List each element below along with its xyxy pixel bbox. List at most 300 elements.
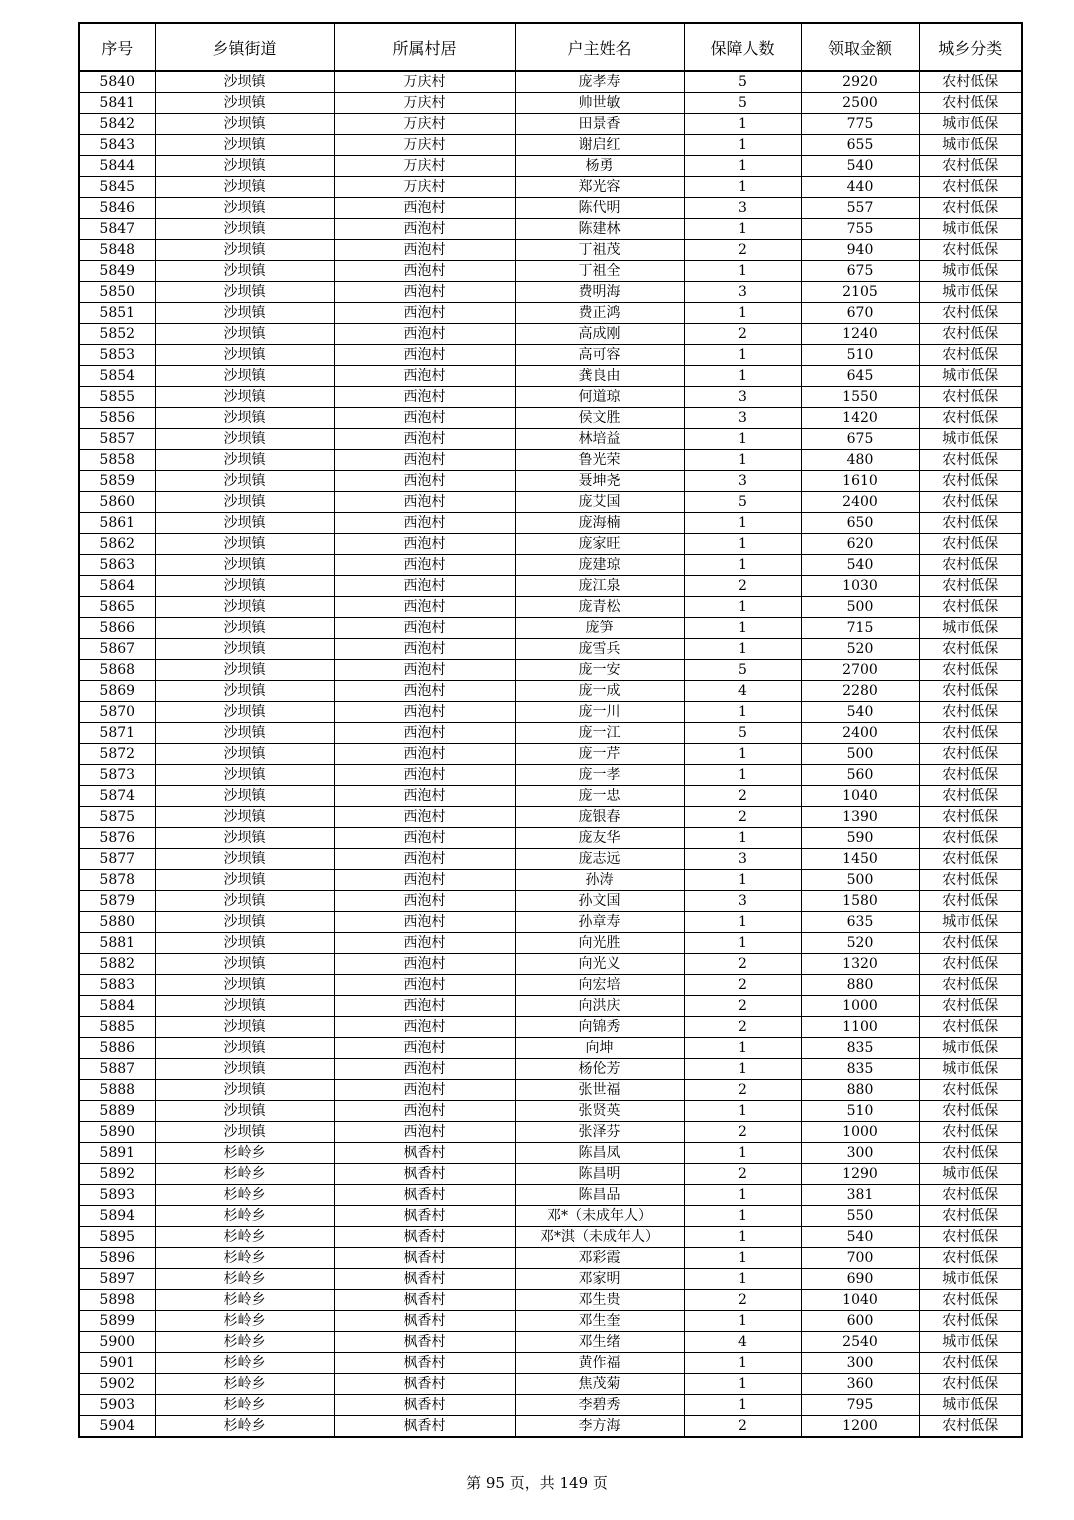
cell-amount: 480 (801, 450, 919, 471)
cell-category: 农村低保 (919, 1416, 1022, 1438)
cell-amount: 690 (801, 1269, 919, 1290)
cell-village: 万庆村 (334, 177, 515, 198)
cell-serial: 5897 (79, 1269, 155, 1290)
cell-village: 西泡村 (334, 996, 515, 1017)
cell-category: 农村低保 (919, 387, 1022, 408)
cell-village: 西泡村 (334, 849, 515, 870)
table-body (79, 71, 1022, 1437)
cell-serial: 5875 (79, 807, 155, 828)
cell-serial: 5880 (79, 912, 155, 933)
table-row (79, 534, 1022, 555)
cell-category: 农村低保 (919, 1353, 1022, 1374)
cell-amount: 1390 (801, 807, 919, 828)
cell-category: 农村低保 (919, 933, 1022, 954)
table-row (79, 597, 1022, 618)
cell-persons: 1 (684, 1269, 801, 1290)
cell-serial: 5898 (79, 1290, 155, 1311)
table-row (79, 618, 1022, 639)
cell-village: 西泡村 (334, 534, 515, 555)
cell-householder: 庞一安 (515, 660, 684, 681)
table-row (79, 71, 1022, 93)
cell-persons: 1 (684, 366, 801, 387)
cell-amount: 500 (801, 597, 919, 618)
header-row (79, 23, 1022, 71)
cell-village: 枫香村 (334, 1143, 515, 1164)
cell-serial: 5858 (79, 450, 155, 471)
cell-serial: 5843 (79, 135, 155, 156)
table-row (79, 429, 1022, 450)
table-row (79, 282, 1022, 303)
cell-persons: 1 (684, 1059, 801, 1080)
cell-category: 农村低保 (919, 660, 1022, 681)
cell-householder: 帅世敏 (515, 93, 684, 114)
cell-amount: 2700 (801, 660, 919, 681)
cell-persons: 1 (684, 1185, 801, 1206)
cell-serial: 5887 (79, 1059, 155, 1080)
cell-persons: 1 (684, 534, 801, 555)
cell-amount: 1040 (801, 786, 919, 807)
cell-category: 农村低保 (919, 744, 1022, 765)
cell-township: 沙坝镇 (155, 114, 334, 135)
cell-serial: 5903 (79, 1395, 155, 1416)
cell-village: 西泡村 (334, 555, 515, 576)
cell-persons: 1 (684, 618, 801, 639)
cell-serial: 5900 (79, 1332, 155, 1353)
cell-serial: 5845 (79, 177, 155, 198)
cell-householder: 焦茂菊 (515, 1374, 684, 1395)
header-householder: 户主姓名 (515, 23, 684, 71)
cell-householder: 孙章寿 (515, 912, 684, 933)
cell-category: 农村低保 (919, 555, 1022, 576)
cell-householder: 庞雪兵 (515, 639, 684, 660)
cell-serial: 5890 (79, 1122, 155, 1143)
cell-householder: 丁祖全 (515, 261, 684, 282)
table-row (79, 807, 1022, 828)
cell-category: 城市低保 (919, 261, 1022, 282)
cell-persons: 2 (684, 807, 801, 828)
cell-category: 城市低保 (919, 219, 1022, 240)
cell-householder: 田景香 (515, 114, 684, 135)
cell-serial: 5856 (79, 408, 155, 429)
cell-village: 西泡村 (334, 471, 515, 492)
cell-householder: 邓*（未成年人） (515, 1206, 684, 1227)
cell-township: 沙坝镇 (155, 198, 334, 219)
cell-serial: 5883 (79, 975, 155, 996)
cell-persons: 3 (684, 198, 801, 219)
cell-township: 沙坝镇 (155, 597, 334, 618)
cell-category: 农村低保 (919, 345, 1022, 366)
cell-township: 沙坝镇 (155, 1038, 334, 1059)
cell-persons: 1 (684, 555, 801, 576)
cell-amount: 510 (801, 1101, 919, 1122)
cell-householder: 向坤 (515, 1038, 684, 1059)
table-row (79, 513, 1022, 534)
cell-serial: 5882 (79, 954, 155, 975)
cell-township: 杉岭乡 (155, 1143, 334, 1164)
cell-persons: 2 (684, 1080, 801, 1101)
cell-householder: 丁祖茂 (515, 240, 684, 261)
cell-householder: 庞一川 (515, 702, 684, 723)
cell-serial: 5860 (79, 492, 155, 513)
cell-householder: 陈建林 (515, 219, 684, 240)
table-row (79, 387, 1022, 408)
cell-category: 农村低保 (919, 1374, 1022, 1395)
cell-township: 沙坝镇 (155, 660, 334, 681)
cell-amount: 550 (801, 1206, 919, 1227)
cell-category: 农村低保 (919, 891, 1022, 912)
cell-householder: 张泽芬 (515, 1122, 684, 1143)
cell-householder: 谢启红 (515, 135, 684, 156)
cell-category: 农村低保 (919, 534, 1022, 555)
table-row (79, 849, 1022, 870)
cell-householder: 陈昌凤 (515, 1143, 684, 1164)
cell-category: 城市低保 (919, 1164, 1022, 1185)
cell-category: 农村低保 (919, 1017, 1022, 1038)
cell-category: 农村低保 (919, 1101, 1022, 1122)
cell-persons: 1 (684, 1248, 801, 1269)
table-row (79, 828, 1022, 849)
table-row (79, 303, 1022, 324)
cell-householder: 龚良由 (515, 366, 684, 387)
cell-persons: 1 (684, 450, 801, 471)
cell-category: 农村低保 (919, 177, 1022, 198)
table-row (79, 1185, 1022, 1206)
cell-householder: 黄作福 (515, 1353, 684, 1374)
cell-village: 西泡村 (334, 786, 515, 807)
cell-householder: 向宏培 (515, 975, 684, 996)
cell-householder: 庞家旺 (515, 534, 684, 555)
cell-village: 西泡村 (334, 282, 515, 303)
table-row (79, 765, 1022, 786)
cell-serial: 5891 (79, 1143, 155, 1164)
cell-village: 西泡村 (334, 1080, 515, 1101)
table-row (79, 891, 1022, 912)
cell-township: 沙坝镇 (155, 1059, 334, 1080)
cell-category: 农村低保 (919, 1206, 1022, 1227)
cell-amount: 360 (801, 1374, 919, 1395)
cell-township: 沙坝镇 (155, 345, 334, 366)
cell-persons: 1 (684, 429, 801, 450)
cell-persons: 3 (684, 282, 801, 303)
cell-amount: 1290 (801, 1164, 919, 1185)
cell-persons: 4 (684, 681, 801, 702)
cell-serial: 5894 (79, 1206, 155, 1227)
cell-persons: 1 (684, 177, 801, 198)
cell-persons: 2 (684, 324, 801, 345)
cell-serial: 5854 (79, 366, 155, 387)
cell-village: 西泡村 (334, 429, 515, 450)
cell-amount: 620 (801, 534, 919, 555)
cell-householder: 郑光容 (515, 177, 684, 198)
cell-village: 枫香村 (334, 1164, 515, 1185)
cell-serial: 5878 (79, 870, 155, 891)
cell-village: 枫香村 (334, 1332, 515, 1353)
cell-amount: 755 (801, 219, 919, 240)
cell-category: 农村低保 (919, 492, 1022, 513)
cell-township: 沙坝镇 (155, 786, 334, 807)
cell-persons: 2 (684, 975, 801, 996)
cell-village: 西泡村 (334, 765, 515, 786)
table-row (79, 786, 1022, 807)
table-row (79, 1059, 1022, 1080)
cell-persons: 1 (684, 114, 801, 135)
cell-category: 农村低保 (919, 156, 1022, 177)
cell-serial: 5868 (79, 660, 155, 681)
cell-serial: 5881 (79, 933, 155, 954)
cell-category: 城市低保 (919, 114, 1022, 135)
cell-village: 枫香村 (334, 1185, 515, 1206)
cell-township: 杉岭乡 (155, 1332, 334, 1353)
cell-amount: 557 (801, 198, 919, 219)
table-row (79, 1038, 1022, 1059)
cell-village: 西泡村 (334, 345, 515, 366)
cell-amount: 2280 (801, 681, 919, 702)
cell-category: 农村低保 (919, 1122, 1022, 1143)
cell-amount: 1100 (801, 1017, 919, 1038)
cell-township: 沙坝镇 (155, 576, 334, 597)
cell-village: 西泡村 (334, 597, 515, 618)
cell-category: 城市低保 (919, 1395, 1022, 1416)
cell-village: 西泡村 (334, 1017, 515, 1038)
cell-householder: 庞海楠 (515, 513, 684, 534)
table-row (79, 1248, 1022, 1269)
cell-amount: 1040 (801, 1290, 919, 1311)
cell-serial: 5864 (79, 576, 155, 597)
cell-category: 城市低保 (919, 1332, 1022, 1353)
cell-amount: 835 (801, 1038, 919, 1059)
cell-village: 西泡村 (334, 912, 515, 933)
cell-village: 西泡村 (334, 744, 515, 765)
table-row (79, 492, 1022, 513)
cell-persons: 5 (684, 93, 801, 114)
cell-serial: 5902 (79, 1374, 155, 1395)
cell-category: 城市低保 (919, 1059, 1022, 1080)
table-row (79, 177, 1022, 198)
cell-householder: 聂坤尧 (515, 471, 684, 492)
cell-amount: 670 (801, 303, 919, 324)
cell-village: 西泡村 (334, 303, 515, 324)
cell-persons: 1 (684, 1374, 801, 1395)
cell-township: 沙坝镇 (155, 996, 334, 1017)
cell-householder: 庞一忠 (515, 786, 684, 807)
cell-persons: 1 (684, 1227, 801, 1248)
cell-persons: 1 (684, 702, 801, 723)
cell-serial: 5904 (79, 1416, 155, 1438)
cell-persons: 1 (684, 513, 801, 534)
cell-village: 万庆村 (334, 156, 515, 177)
page-number: 第 95 页，共 149 页 (466, 1474, 608, 1492)
cell-serial: 5857 (79, 429, 155, 450)
table-row (79, 1353, 1022, 1374)
cell-amount: 520 (801, 933, 919, 954)
cell-serial: 5847 (79, 219, 155, 240)
cell-serial: 5853 (79, 345, 155, 366)
cell-amount: 715 (801, 618, 919, 639)
cell-serial: 5867 (79, 639, 155, 660)
cell-serial: 5848 (79, 240, 155, 261)
cell-township: 杉岭乡 (155, 1416, 334, 1438)
cell-township: 沙坝镇 (155, 324, 334, 345)
cell-category: 农村低保 (919, 324, 1022, 345)
cell-householder: 庞孝寿 (515, 71, 684, 93)
cell-village: 西泡村 (334, 324, 515, 345)
cell-township: 沙坝镇 (155, 681, 334, 702)
cell-township: 杉岭乡 (155, 1374, 334, 1395)
cell-township: 沙坝镇 (155, 870, 334, 891)
cell-township: 沙坝镇 (155, 177, 334, 198)
cell-village: 枫香村 (334, 1374, 515, 1395)
cell-township: 沙坝镇 (155, 156, 334, 177)
table-row (79, 156, 1022, 177)
cell-serial: 5870 (79, 702, 155, 723)
cell-amount: 1580 (801, 891, 919, 912)
cell-village: 西泡村 (334, 723, 515, 744)
cell-township: 沙坝镇 (155, 702, 334, 723)
cell-township: 杉岭乡 (155, 1248, 334, 1269)
cell-category: 农村低保 (919, 996, 1022, 1017)
cell-persons: 1 (684, 1143, 801, 1164)
cell-category: 农村低保 (919, 1248, 1022, 1269)
cell-householder: 孙文国 (515, 891, 684, 912)
cell-serial: 5886 (79, 1038, 155, 1059)
cell-township: 沙坝镇 (155, 1122, 334, 1143)
cell-village: 西泡村 (334, 870, 515, 891)
cell-township: 沙坝镇 (155, 429, 334, 450)
cell-category: 城市低保 (919, 618, 1022, 639)
cell-householder: 庞江泉 (515, 576, 684, 597)
cell-village: 西泡村 (334, 681, 515, 702)
cell-category: 农村低保 (919, 513, 1022, 534)
cell-category: 农村低保 (919, 849, 1022, 870)
cell-serial: 5879 (79, 891, 155, 912)
cell-village: 枫香村 (334, 1248, 515, 1269)
cell-householder: 费正鸿 (515, 303, 684, 324)
cell-householder: 邓家明 (515, 1269, 684, 1290)
cell-village: 枫香村 (334, 1416, 515, 1438)
cell-householder: 庞青松 (515, 597, 684, 618)
table-row (79, 1101, 1022, 1122)
cell-category: 农村低保 (919, 1290, 1022, 1311)
cell-village: 西泡村 (334, 954, 515, 975)
table-row (79, 912, 1022, 933)
table-row (79, 1227, 1022, 1248)
cell-amount: 500 (801, 744, 919, 765)
cell-village: 西泡村 (334, 891, 515, 912)
cell-village: 万庆村 (334, 135, 515, 156)
cell-persons: 1 (684, 597, 801, 618)
cell-township: 沙坝镇 (155, 828, 334, 849)
cell-township: 沙坝镇 (155, 1080, 334, 1101)
cell-village: 西泡村 (334, 450, 515, 471)
cell-township: 沙坝镇 (155, 912, 334, 933)
cell-category: 农村低保 (919, 723, 1022, 744)
cell-serial: 5855 (79, 387, 155, 408)
cell-serial: 5876 (79, 828, 155, 849)
cell-township: 沙坝镇 (155, 135, 334, 156)
table-row (79, 93, 1022, 114)
cell-householder: 林培益 (515, 429, 684, 450)
cell-village: 西泡村 (334, 219, 515, 240)
cell-amount: 1610 (801, 471, 919, 492)
cell-persons: 2 (684, 996, 801, 1017)
table-row (79, 1206, 1022, 1227)
cell-village: 枫香村 (334, 1353, 515, 1374)
cell-persons: 1 (684, 345, 801, 366)
table-row (79, 975, 1022, 996)
cell-serial: 5846 (79, 198, 155, 219)
cell-householder: 张世福 (515, 1080, 684, 1101)
cell-category: 城市低保 (919, 366, 1022, 387)
cell-village: 西泡村 (334, 366, 515, 387)
cell-category: 城市低保 (919, 135, 1022, 156)
table-row (79, 639, 1022, 660)
cell-householder: 庞友华 (515, 828, 684, 849)
cell-category: 农村低保 (919, 954, 1022, 975)
cell-persons: 2 (684, 1122, 801, 1143)
cell-serial: 5877 (79, 849, 155, 870)
cell-village: 西泡村 (334, 828, 515, 849)
cell-township: 杉岭乡 (155, 1227, 334, 1248)
cell-township: 沙坝镇 (155, 744, 334, 765)
cell-householder: 向锦秀 (515, 1017, 684, 1038)
cell-amount: 2500 (801, 93, 919, 114)
cell-persons: 1 (684, 639, 801, 660)
cell-serial: 5859 (79, 471, 155, 492)
cell-persons: 3 (684, 891, 801, 912)
cell-serial: 5901 (79, 1353, 155, 1374)
cell-persons: 1 (684, 1206, 801, 1227)
cell-township: 杉岭乡 (155, 1164, 334, 1185)
cell-persons: 1 (684, 1395, 801, 1416)
cell-householder: 向洪庆 (515, 996, 684, 1017)
cell-serial: 5874 (79, 786, 155, 807)
cell-persons: 3 (684, 387, 801, 408)
cell-serial: 5892 (79, 1164, 155, 1185)
cell-village: 西泡村 (334, 1059, 515, 1080)
cell-category: 农村低保 (919, 471, 1022, 492)
cell-township: 杉岭乡 (155, 1290, 334, 1311)
cell-persons: 1 (684, 870, 801, 891)
cell-serial: 5841 (79, 93, 155, 114)
cell-village: 西泡村 (334, 639, 515, 660)
cell-householder: 孙涛 (515, 870, 684, 891)
cell-householder: 庞志远 (515, 849, 684, 870)
cell-householder: 侯文胜 (515, 408, 684, 429)
cell-serial: 5866 (79, 618, 155, 639)
cell-village: 枫香村 (334, 1395, 515, 1416)
cell-amount: 1200 (801, 1416, 919, 1438)
cell-category: 农村低保 (919, 870, 1022, 891)
cell-householder: 庞一孝 (515, 765, 684, 786)
cell-township: 沙坝镇 (155, 1101, 334, 1122)
cell-township: 杉岭乡 (155, 1269, 334, 1290)
cell-serial: 5865 (79, 597, 155, 618)
cell-amount: 880 (801, 1080, 919, 1101)
cell-persons: 1 (684, 1311, 801, 1332)
cell-serial: 5851 (79, 303, 155, 324)
table-row (79, 1416, 1022, 1438)
cell-amount: 795 (801, 1395, 919, 1416)
cell-serial: 5873 (79, 765, 155, 786)
cell-serial: 5849 (79, 261, 155, 282)
cell-householder: 杨伦芳 (515, 1059, 684, 1080)
cell-category: 农村低保 (919, 639, 1022, 660)
table-row (79, 870, 1022, 891)
cell-serial: 5862 (79, 534, 155, 555)
cell-township: 沙坝镇 (155, 471, 334, 492)
cell-village: 西泡村 (334, 198, 515, 219)
cell-township: 沙坝镇 (155, 723, 334, 744)
